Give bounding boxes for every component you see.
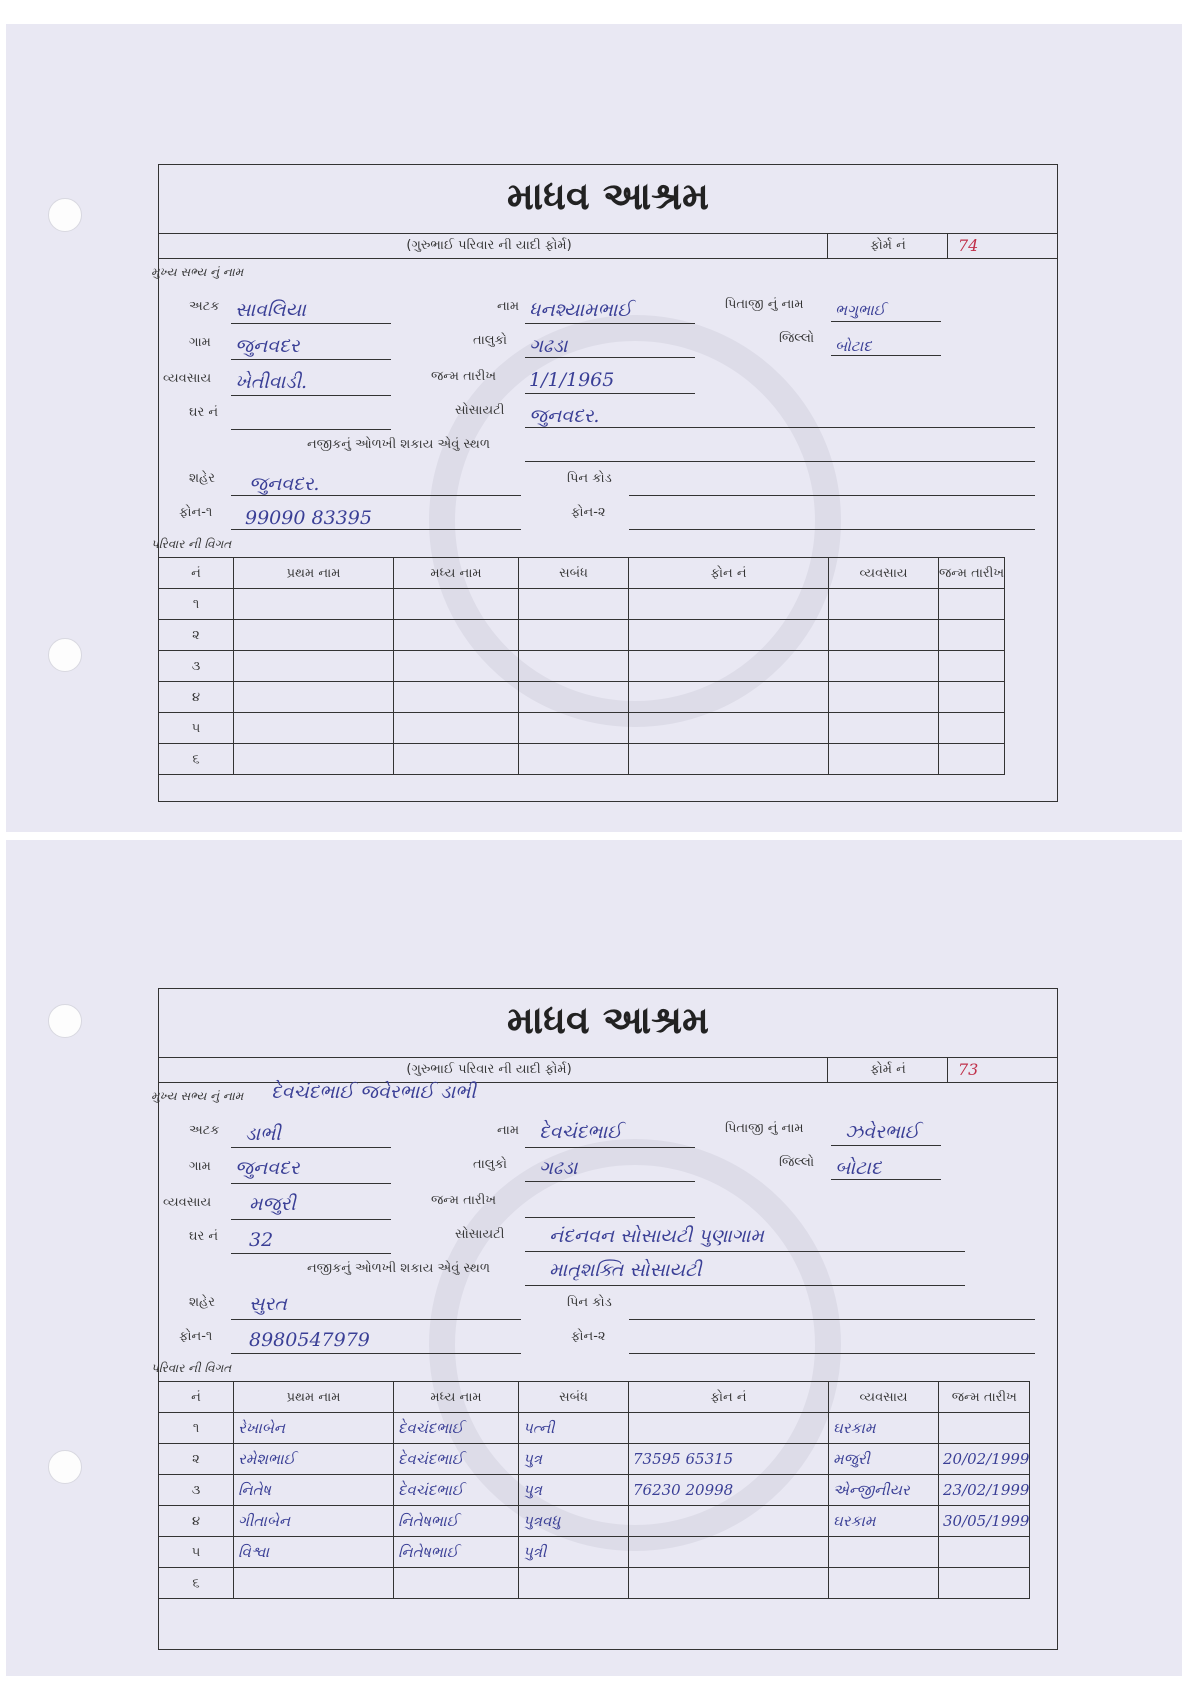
cell-relation: [519, 651, 629, 682]
table-row: [159, 1506, 1030, 1537]
village-label: ગામ: [189, 335, 211, 350]
cell-first-name: [234, 589, 394, 620]
father-label: પિતાજી નું નામ: [725, 1121, 804, 1136]
cell-phone: [629, 1537, 829, 1568]
cell-middle-name: દેવચંદભાઈ: [394, 1413, 519, 1444]
cell-dob: [939, 1537, 1030, 1568]
occupation-label: વ્યવસાય: [163, 1195, 212, 1210]
cell-phone: [629, 682, 829, 713]
table-row: [159, 1413, 1030, 1444]
cell-middle-name: નિતેષભાઈ: [394, 1537, 519, 1568]
col-header: ફોન નં: [629, 558, 829, 589]
cell-occupation: [829, 651, 939, 682]
cell-dob: [939, 1413, 1030, 1444]
cell-relation: પુત્ર: [519, 1475, 629, 1506]
name-value: ધનશ્યામભાઈ: [529, 299, 632, 321]
row-number: ૪: [159, 1506, 234, 1537]
cell-relation: [519, 713, 629, 744]
society-label: સોસાયટી: [455, 403, 505, 418]
cell-middle-name: [394, 589, 519, 620]
cell-dob: [939, 682, 1005, 713]
father-value: ભગુભાઈ: [835, 301, 886, 319]
row-number: ૪: [159, 682, 234, 713]
cell-phone: [629, 1506, 829, 1537]
row-number: ૫: [159, 1537, 234, 1568]
occupation-value: મજુરી: [249, 1193, 296, 1215]
family-table: [158, 557, 1005, 775]
main-member-value: દેવચંદભાઈ જવેરભાઈ ડાભી: [271, 1081, 476, 1103]
cell-occupation: [829, 744, 939, 775]
cell-dob: [939, 1568, 1030, 1599]
taluka-label: તાલુકો: [473, 1157, 508, 1172]
form-subtitle: (ગુરુભાઈ પરિવાર ની યાદી ફોર્મ): [406, 238, 572, 253]
table-header-row: [159, 1382, 1030, 1413]
surname-label: અટક: [189, 1123, 220, 1138]
district-value: બોટાદ: [835, 1157, 882, 1179]
district-label: જિલ્લો: [779, 331, 815, 346]
cell-middle-name: દેવચંદભાઈ: [394, 1444, 519, 1475]
cell-first-name: [234, 651, 394, 682]
occupation-value: ખેતીવાડી.: [235, 371, 308, 393]
punch-hole: [48, 198, 82, 232]
occupation-label: વ્યવસાય: [163, 371, 212, 386]
row-number: ૧: [159, 589, 234, 620]
cell-dob: [939, 713, 1005, 744]
phone1-label: ફોન-૧: [179, 505, 213, 520]
taluka-label: તાલુકો: [473, 333, 508, 348]
phone2-label: ફોન-૨: [571, 1329, 606, 1344]
col-header: મધ્ય નામ: [394, 1382, 519, 1413]
table-row: [159, 1475, 1030, 1506]
cell-first-name: ગીતાબેન: [234, 1506, 394, 1537]
cell-relation: [519, 682, 629, 713]
society-value: જુનવદર.: [529, 405, 600, 427]
cell-middle-name: [394, 651, 519, 682]
table-row: [159, 589, 1005, 620]
cell-occupation: [829, 1568, 939, 1599]
city-value: સુરત: [249, 1293, 287, 1315]
table-row: [159, 682, 1005, 713]
form-number-value: 74: [947, 234, 1057, 258]
father-value: ઝવેરભાઈ: [845, 1121, 920, 1143]
cell-phone: [629, 620, 829, 651]
form-number-label: ફોર્મ નં: [827, 234, 948, 258]
district-label: જિલ્લો: [779, 1155, 815, 1170]
table-row: [159, 620, 1005, 651]
main-member-label: મુખ્ય સભ્ય નું નામ: [151, 1089, 244, 1103]
col-header: વ્યવસાય: [829, 558, 939, 589]
family-table: [158, 1381, 1030, 1599]
cell-relation: પુત્રી: [519, 1537, 629, 1568]
cell-middle-name: [394, 1568, 519, 1599]
cell-occupation: મજુરી: [829, 1444, 939, 1475]
table-row: [159, 1568, 1030, 1599]
cell-dob: [939, 589, 1005, 620]
form-title: માધવ આશ્રમ: [507, 997, 709, 1042]
form-73: [151, 988, 1058, 1650]
society-label: સોસાયટી: [455, 1227, 505, 1242]
cell-occupation: ઘરકામ: [829, 1506, 939, 1537]
house-value: 32: [249, 1229, 274, 1251]
cell-occupation: [829, 682, 939, 713]
city-label: શહેર: [189, 1295, 215, 1310]
landmark-label: નજીકનું ઓળખી શકાય એવું સ્થળ: [307, 437, 490, 452]
cell-middle-name: દેવચંદભાઈ: [394, 1475, 519, 1506]
district-value: બોટાદ: [835, 337, 872, 355]
punch-hole: [48, 1450, 82, 1484]
cell-occupation: [829, 1537, 939, 1568]
table-row: [159, 1444, 1030, 1475]
cell-phone: 73595 65315: [629, 1444, 829, 1475]
row-number: ૫: [159, 713, 234, 744]
cell-middle-name: [394, 713, 519, 744]
dob-label: જન્મ તારીખ: [431, 1193, 497, 1208]
table-row: [159, 713, 1005, 744]
col-header: સબંધ: [519, 558, 629, 589]
col-header: મધ્ય નામ: [394, 558, 519, 589]
col-header: નં: [159, 1382, 234, 1413]
city-label: શહેર: [189, 471, 215, 486]
cell-occupation: [829, 620, 939, 651]
cell-occupation: ઘરકામ: [829, 1413, 939, 1444]
cell-phone: [629, 1568, 829, 1599]
surname-value: સાવલિયા: [235, 299, 306, 321]
village-value: જુનવદર: [235, 335, 300, 357]
cell-phone: [629, 651, 829, 682]
society-value: નંદનવન સોસાયટી પુણાગામ: [549, 1225, 764, 1247]
row-number: ૩: [159, 651, 234, 682]
cell-dob: 30/05/1999: [939, 1506, 1030, 1537]
taluka-value: ગઢડા: [529, 335, 568, 357]
name-label: નામ: [497, 1123, 520, 1138]
house-label: ઘર નં: [189, 405, 219, 420]
table-header-row: [159, 558, 1005, 589]
form-subheader: [159, 233, 1057, 259]
col-header: ફોન નં: [629, 1382, 829, 1413]
row-number: ૬: [159, 744, 234, 775]
cell-relation: [519, 589, 629, 620]
cell-first-name: [234, 620, 394, 651]
dob-value: 1/1/1965: [529, 369, 615, 391]
dob-label: જન્મ તારીખ: [431, 369, 497, 384]
table-row: [159, 744, 1005, 775]
cell-dob: [939, 651, 1005, 682]
cell-phone: [629, 589, 829, 620]
col-header: પ્રથમ નામ: [234, 1382, 394, 1413]
punch-hole: [48, 638, 82, 672]
punch-hole: [48, 1004, 82, 1038]
family-details-label: પરિવાર ની વિગત: [151, 537, 232, 551]
row-number: ૨: [159, 1444, 234, 1475]
landmark-label: નજીકનું ઓળખી શકાય એવું સ્થળ: [307, 1261, 490, 1276]
row-number: ૬: [159, 1568, 234, 1599]
cell-first-name: વિશ્વા: [234, 1537, 394, 1568]
cell-middle-name: [394, 744, 519, 775]
form-subheader: [159, 1057, 1057, 1083]
form-74: [151, 164, 1058, 802]
cell-phone: [629, 713, 829, 744]
surname-label: અટક: [189, 299, 220, 314]
cell-first-name: રમેશભાઈ: [234, 1444, 394, 1475]
landmark-value: માતૃશક્તિ સોસાયટી: [549, 1259, 702, 1281]
row-number: ૧: [159, 1413, 234, 1444]
cell-first-name: [234, 682, 394, 713]
cell-relation: પુત્ર: [519, 1444, 629, 1475]
col-header: જન્મ તારીખ: [939, 558, 1005, 589]
cell-middle-name: [394, 682, 519, 713]
cell-first-name: રેખાબેન: [234, 1413, 394, 1444]
cell-dob: [939, 744, 1005, 775]
col-header: જન્મ તારીખ: [939, 1382, 1030, 1413]
cell-relation: [519, 620, 629, 651]
surname-value: ડાભી: [245, 1123, 281, 1145]
cell-dob: [939, 620, 1005, 651]
cell-middle-name: [394, 620, 519, 651]
cell-phone: [629, 744, 829, 775]
col-header: નં: [159, 558, 234, 589]
main-member-label: મુખ્ય સભ્ય નું નામ: [151, 265, 244, 279]
cell-relation: પત્ની: [519, 1413, 629, 1444]
father-label: પિતાજી નું નામ: [725, 297, 804, 312]
form-title: માધવ આશ્રમ: [507, 173, 709, 218]
phone1-label: ફોન-૧: [179, 1329, 213, 1344]
form-number-value: 73: [947, 1058, 1057, 1082]
name-value: દેવચંદભાઈ: [539, 1121, 622, 1143]
cell-phone: [629, 1413, 829, 1444]
cell-first-name: [234, 744, 394, 775]
col-header: પ્રથમ નામ: [234, 558, 394, 589]
table-row: [159, 1537, 1030, 1568]
cell-relation: [519, 744, 629, 775]
cell-first-name: [234, 1568, 394, 1599]
cell-phone: 76230 20998: [629, 1475, 829, 1506]
village-value: જુનવદર: [235, 1157, 300, 1179]
house-label: ઘર નં: [189, 1229, 219, 1244]
row-number: ૩: [159, 1475, 234, 1506]
col-header: સબંધ: [519, 1382, 629, 1413]
cell-dob: 23/02/1999: [939, 1475, 1030, 1506]
phone1-value: 8980547979: [249, 1329, 370, 1351]
cell-first-name: [234, 713, 394, 744]
taluka-value: ગઢડા: [539, 1157, 578, 1179]
phone2-label: ફોન-૨: [571, 505, 606, 520]
phone1-value: 99090 83395: [245, 507, 372, 529]
cell-occupation: એન્જીનીયર: [829, 1475, 939, 1506]
col-header: વ્યવસાય: [829, 1382, 939, 1413]
pin-label: પિન કોડ: [567, 1295, 612, 1310]
pin-label: પિન કોડ: [567, 471, 612, 486]
cell-occupation: [829, 589, 939, 620]
form-subtitle: (ગુરુભાઈ પરિવાર ની યાદી ફોર્મ): [406, 1062, 572, 1077]
cell-occupation: [829, 713, 939, 744]
cell-first-name: નિતેષ: [234, 1475, 394, 1506]
cell-relation: પુત્રવધુ: [519, 1506, 629, 1537]
form-number-label: ફોર્મ નં: [827, 1058, 948, 1082]
name-label: નામ: [497, 299, 520, 314]
village-label: ગામ: [189, 1159, 211, 1174]
table-row: [159, 651, 1005, 682]
family-details-label: પરિવાર ની વિગત: [151, 1361, 232, 1375]
row-number: ૨: [159, 620, 234, 651]
city-value: જુનવદર.: [249, 473, 320, 495]
cell-relation: [519, 1568, 629, 1599]
cell-dob: 20/02/1999: [939, 1444, 1030, 1475]
cell-middle-name: નિતેષભાઈ: [394, 1506, 519, 1537]
